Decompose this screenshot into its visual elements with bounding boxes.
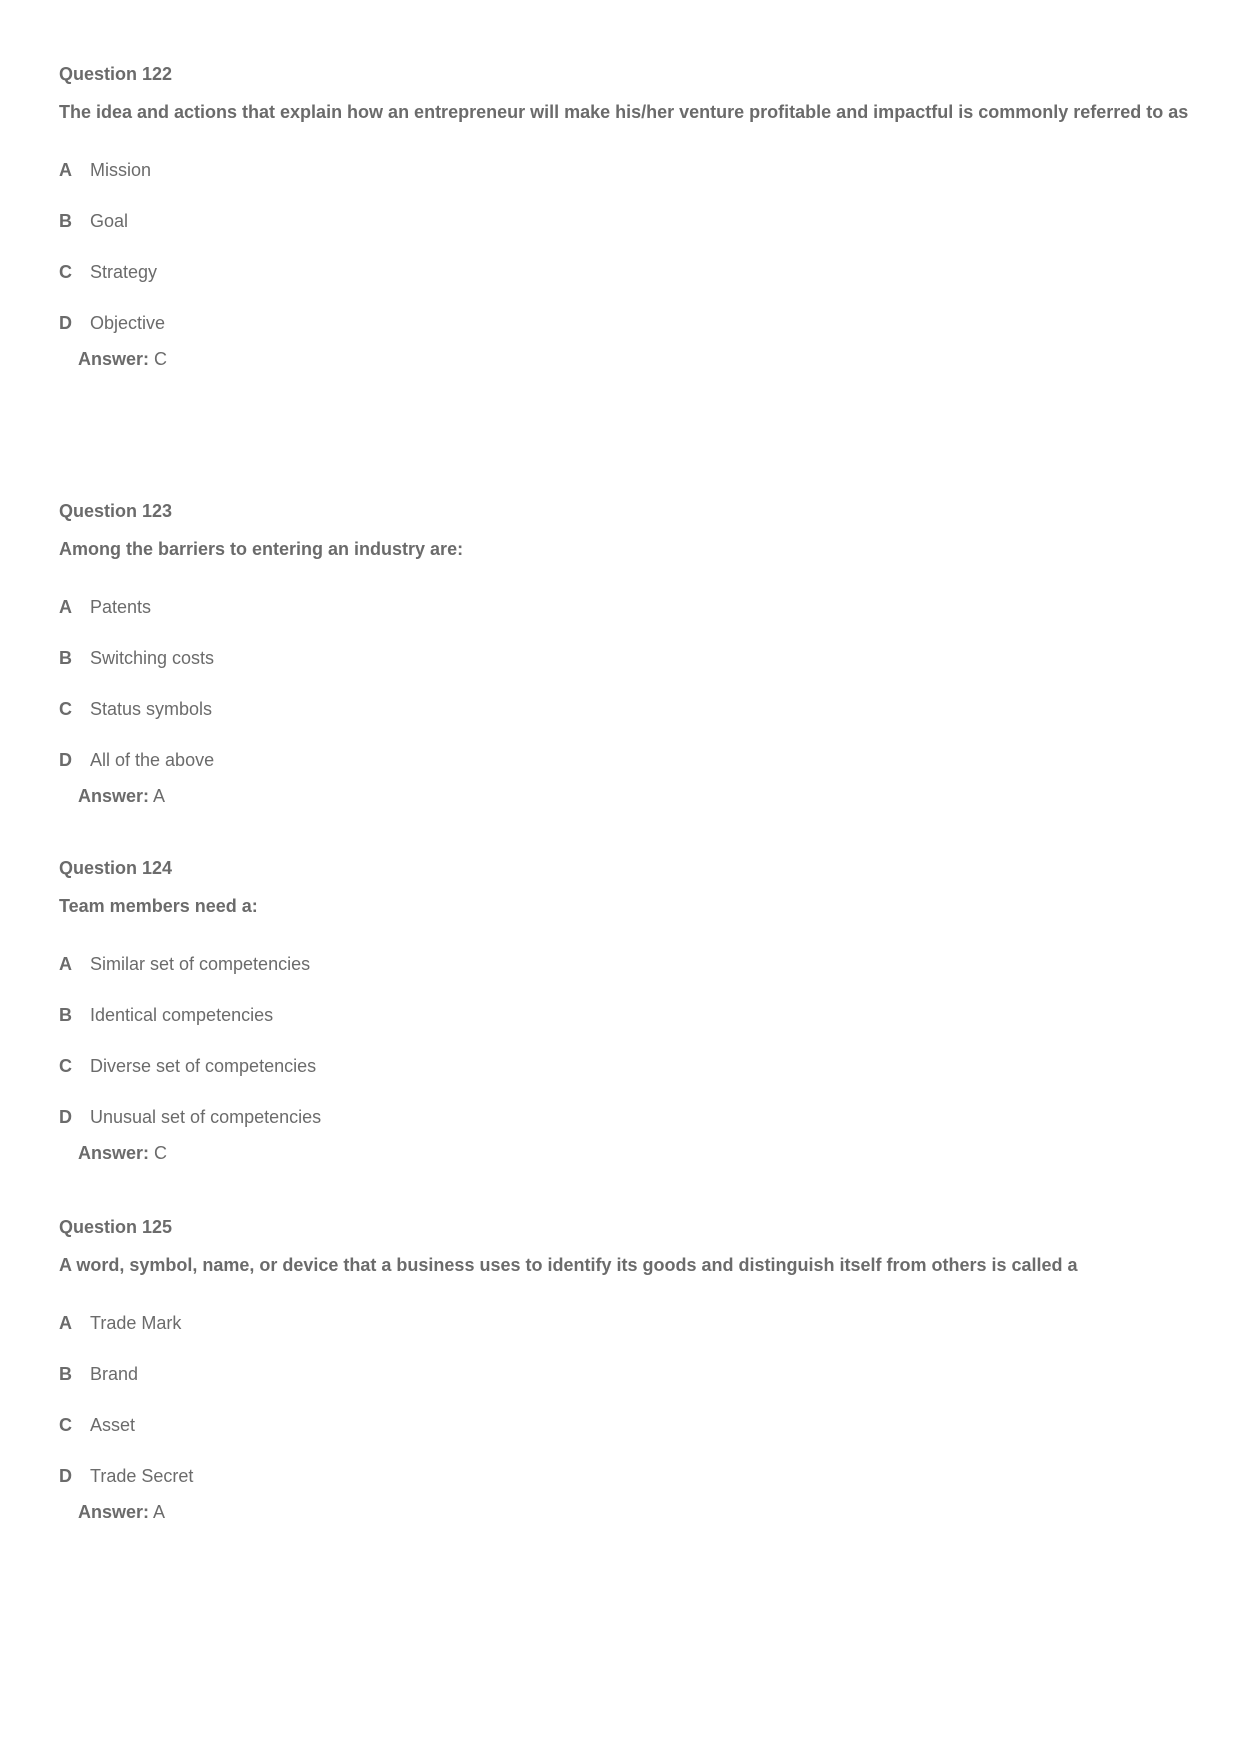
option-text: Trade Mark (90, 1313, 182, 1333)
option-text: Unusual set of competencies (90, 1107, 322, 1127)
options-list (59, 953, 1189, 1128)
question-block (59, 500, 1189, 807)
option-a (59, 596, 1189, 618)
question-number: Question 124 (59, 858, 173, 878)
option-letter: D (59, 313, 72, 333)
option-letter: B (59, 1005, 72, 1025)
option-c (59, 698, 1189, 720)
answer-line (78, 1501, 1189, 1523)
option-letter: B (59, 211, 72, 231)
option-text: Asset (90, 1415, 136, 1435)
answer-value: A (149, 786, 166, 806)
option-text: Trade Secret (90, 1466, 194, 1486)
option-a (59, 1312, 1189, 1334)
option-text: Identical competencies (90, 1005, 274, 1025)
option-c (59, 261, 1189, 283)
answer-value: C (149, 1143, 168, 1163)
option-letter: D (59, 1466, 72, 1486)
options-list (59, 596, 1189, 771)
option-c (59, 1055, 1189, 1077)
answer-label: Answer: (78, 1143, 150, 1163)
options-list (59, 159, 1189, 334)
option-text: Brand (90, 1364, 139, 1384)
option-text: All of the above (90, 750, 215, 770)
answer-value: C (149, 349, 168, 369)
option-b (59, 1363, 1189, 1385)
option-letter: A (59, 160, 72, 180)
options-list (59, 1312, 1189, 1487)
answer-label: Answer: (78, 349, 150, 369)
option-text: Objective (90, 313, 166, 333)
option-c (59, 1414, 1189, 1436)
option-a (59, 159, 1189, 181)
answer-line (78, 348, 1189, 370)
option-letter: D (59, 1107, 72, 1127)
question-number: Question 122 (59, 64, 173, 84)
option-letter: C (59, 1056, 72, 1076)
answer-label: Answer: (78, 1502, 150, 1522)
option-text: Mission (90, 160, 152, 180)
option-text: Similar set of competencies (90, 954, 311, 974)
option-letter: C (59, 262, 72, 282)
option-b (59, 1004, 1189, 1026)
question-block (59, 857, 1189, 1164)
option-b (59, 647, 1189, 669)
option-letter: B (59, 1364, 72, 1384)
option-text: Goal (90, 211, 129, 231)
option-letter: C (59, 699, 72, 719)
question-text: A word, symbol, name, or device that a business uses to identify its goods and distinguish itself from others is called a (59, 1255, 1078, 1275)
question-number: Question 125 (59, 1217, 173, 1237)
option-letter: A (59, 597, 72, 617)
option-a (59, 953, 1189, 975)
option-letter: A (59, 954, 72, 974)
question-text: Among the barriers to entering an industry are: (59, 539, 464, 559)
question-text: Team members need a: (59, 896, 258, 916)
option-d (59, 749, 1189, 771)
answer-line (78, 785, 1189, 807)
option-letter: C (59, 1415, 72, 1435)
question-number: Question 123 (59, 501, 173, 521)
option-d (59, 1106, 1189, 1128)
option-letter: D (59, 750, 72, 770)
question-block (59, 63, 1189, 370)
option-d (59, 1465, 1189, 1487)
question-text: The idea and actions that explain how an entrepreneur will make his/her venture profitable and impactful is commonly referred to as (59, 102, 1189, 122)
option-b (59, 210, 1189, 232)
option-text: Strategy (90, 262, 158, 282)
answer-value: A (149, 1502, 166, 1522)
option-text: Patents (90, 597, 152, 617)
option-d (59, 312, 1189, 334)
option-text: Status symbols (90, 699, 213, 719)
option-letter: A (59, 1313, 72, 1333)
option-letter: B (59, 648, 72, 668)
option-text: Switching costs (90, 648, 215, 668)
answer-line (78, 1142, 1189, 1164)
answer-label: Answer: (78, 786, 150, 806)
option-text: Diverse set of competencies (90, 1056, 317, 1076)
question-block (59, 1216, 1189, 1523)
